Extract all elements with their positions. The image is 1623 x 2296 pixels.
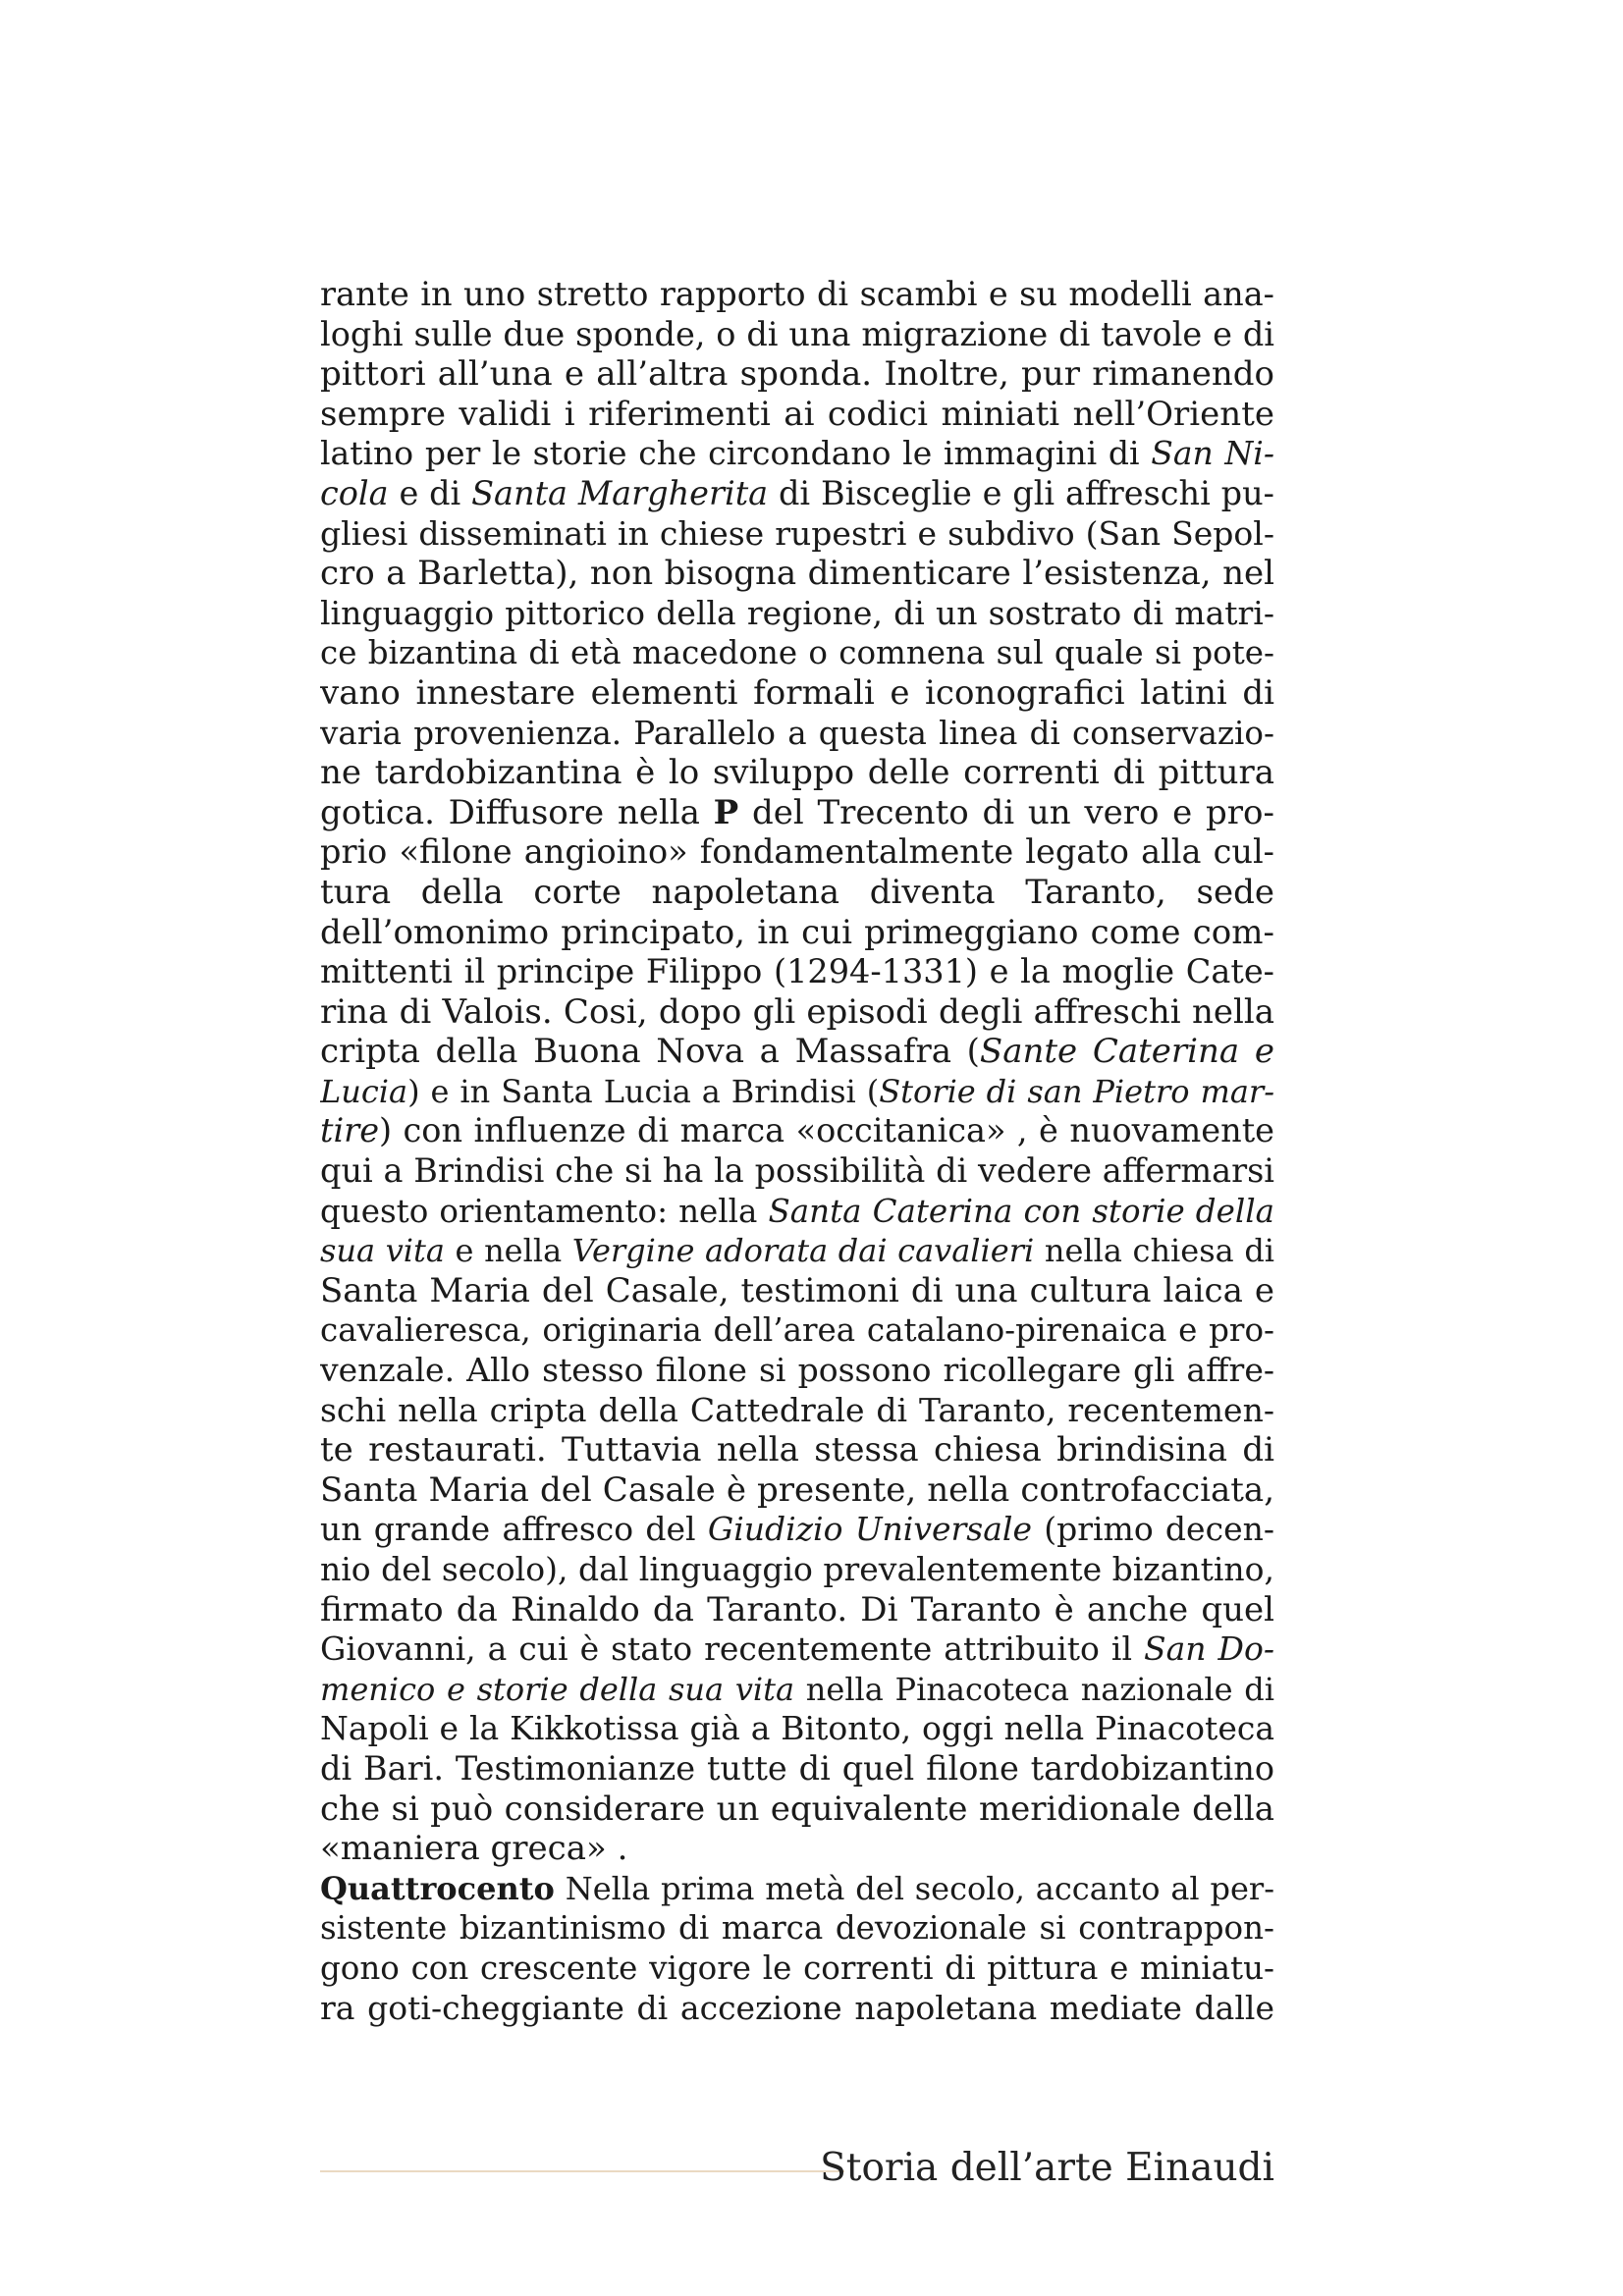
text-line <box>320 1789 1274 1830</box>
text-span: Santa Maria del Casale, testimoni di una cultura laica e <box>320 1270 1274 1310</box>
text-line <box>320 1151 1274 1192</box>
text-span: e di <box>388 473 472 512</box>
text-span: cavalieresca, originaria dell’area catalano-pirenaica e pro- <box>320 1311 1274 1350</box>
text-span: vano innestare elementi formali e iconografici latini di <box>320 672 1274 713</box>
text-span: latino per le storie che circondano le immagini di <box>320 434 1152 473</box>
text-span: prio «filone angioino» fondamentalmente legato alla cul- <box>320 832 1274 872</box>
italic-span: Lucia <box>320 1072 408 1110</box>
text-line <box>320 554 1274 594</box>
text-span: (primo decen- <box>1031 1510 1274 1549</box>
text-line <box>320 1590 1274 1630</box>
italic-span: Vergine adorata dai cavalieri <box>571 1232 1035 1270</box>
text-line <box>320 1749 1274 1789</box>
text-line <box>320 474 1274 514</box>
text-line <box>320 1829 1274 1869</box>
text-line <box>320 1709 1274 1749</box>
text-line <box>320 1310 1274 1351</box>
text-span: Santa Maria del Casale è presente, nella controfacciata, <box>320 1469 1274 1510</box>
text-line <box>320 1351 1274 1391</box>
text-line <box>320 1470 1274 1511</box>
text-span: nella chiesa di <box>1034 1232 1274 1270</box>
text-line <box>320 1908 1274 1949</box>
text-line <box>320 913 1274 953</box>
text-span: che si può considerare un equivalente meridionale della <box>320 1789 1274 1829</box>
text-line <box>320 952 1274 992</box>
text-span: varia provenienza. Parallelo a questa linea di conservazio- <box>320 714 1274 752</box>
text-span: di Bari. Testimonianze tutte di quel filone tardobizantino <box>320 1748 1274 1788</box>
text-span: nella Pinacoteca nazionale di <box>794 1670 1274 1708</box>
page-footer <box>320 2142 1274 2195</box>
text-line <box>320 793 1274 833</box>
text-span: di Bisceglie e gli affreschi pu- <box>768 473 1274 512</box>
italic-span: San Ni- <box>1151 434 1274 473</box>
italic-span: sua vita <box>320 1232 445 1270</box>
text-span: ra goti-cheggiante di accezione napoletana mediate dalle <box>320 1988 1274 2027</box>
text-span: linguaggio pittorico della regione, di un sostrato di matri- <box>320 593 1274 632</box>
footer-rule <box>320 2170 844 2172</box>
text-line <box>320 1111 1274 1151</box>
text-span: ne tardobizantina è lo sviluppo delle correnti di pittura <box>320 753 1274 793</box>
italic-span: Santa Caterina con storie della <box>768 1192 1274 1230</box>
text-line <box>320 1670 1274 1710</box>
footer-title: Storia dell’arte Einaudi <box>820 2146 1274 2190</box>
text-line <box>320 1072 1274 1112</box>
text-span: te restaurati. Tuttavia nella stessa chiesa brindisina di <box>320 1430 1274 1470</box>
italic-span: menico e storie della sua vita <box>320 1670 795 1708</box>
italic-span: Sante Caterina e <box>979 1032 1274 1072</box>
text-line <box>320 1510 1274 1550</box>
text-span: mittenti il principe Filippo (1294-1331) e la moglie Cate- <box>320 952 1274 991</box>
text-span: ) con influenze di marca «occitanica» , è nuovamente <box>379 1111 1274 1150</box>
text-line <box>320 1869 1274 1909</box>
text-span: gotica. Diffusore nella <box>320 792 714 832</box>
italic-span: Storie di san Pietro mar- <box>879 1072 1274 1110</box>
italic-span: Santa Margherita <box>471 473 769 512</box>
text-span: «maniera greca» . <box>320 1829 628 1869</box>
text-span: tura della corte napoletana diventa Taranto, sede <box>320 872 1274 912</box>
text-line <box>320 1032 1274 1072</box>
text-span: Napoli e la Kikkotissa già a Bitonto, oggi nella Pinacoteca <box>320 1709 1274 1748</box>
text-line <box>320 673 1274 714</box>
text-line <box>320 832 1274 873</box>
text-span: dell’omonimo principato, in cui primeggiano come com- <box>320 912 1274 952</box>
text-span: venzale. Allo stesso filone si possono ricollegare gli affre- <box>320 1351 1274 1390</box>
text-line <box>320 992 1274 1033</box>
text-line <box>320 1231 1274 1271</box>
text-line <box>320 1271 1274 1311</box>
text-span: ) e in Santa Lucia a Brindisi ( <box>407 1072 880 1110</box>
text-line <box>320 315 1274 355</box>
italic-span: Giudizio Universale <box>707 1510 1032 1549</box>
text-span: sempre validi i riferimenti ai codici miniati nell’Oriente <box>320 394 1274 434</box>
text-line <box>320 434 1274 474</box>
text-span: schi nella cripta della Cattedrale di Taranto, recentemen- <box>320 1390 1274 1429</box>
text-line <box>320 1391 1274 1431</box>
text-span: gono con crescente vigore le correnti di pittura e miniatu- <box>320 1949 1274 1987</box>
text-span: rina di Valois. Cosi, dopo gli episodi degli affreschi nella <box>320 991 1274 1032</box>
text-line <box>320 1192 1274 1232</box>
text-line <box>320 1989 1274 2029</box>
text-span: rante in uno stretto rapporto di scambi e su modelli ana- <box>320 275 1274 313</box>
text-span: sistente bizantinismo di marca devozionale si contrappon- <box>320 1909 1274 1948</box>
text-line <box>320 275 1274 315</box>
bold-span: P <box>713 792 739 832</box>
text-line <box>320 633 1274 673</box>
text-span: ce bizantina di età macedone o comnena sul quale si pote- <box>320 634 1274 672</box>
bold-span: Quattrocento <box>320 1869 555 1907</box>
text-line <box>320 1550 1274 1590</box>
text-span: cripta della Buona Nova a Massafra ( <box>320 1032 980 1072</box>
text-span: firmato da Rinaldo da Taranto. Di Taranto è anche quel <box>320 1589 1274 1629</box>
text-line <box>320 753 1274 793</box>
text-line <box>320 873 1274 913</box>
text-line <box>320 1430 1274 1470</box>
text-span: cro a Barletta), non bisogna dimenticare l’esistenza, nel <box>320 554 1274 594</box>
text-span: loghi sulle due sponde, o di una migrazione di tavole e di <box>320 314 1274 353</box>
italic-span: tire <box>320 1111 380 1150</box>
text-span: un grande affresco del <box>320 1510 708 1549</box>
body-text <box>320 275 1274 2028</box>
text-span: qui a Brindisi che si ha la possibilità di vedere affermarsi <box>320 1151 1274 1191</box>
text-span: Nella prima metà del secolo, accanto al per- <box>554 1869 1274 1907</box>
text-span: Giovanni, a cui è stato recentemente attribuito il <box>320 1629 1144 1669</box>
text-span: gliesi disseminati in chiese rupestri e subdivo (San Sepol- <box>320 513 1274 553</box>
text-span: del Trecento di un vero e pro- <box>738 792 1274 832</box>
text-line <box>320 1629 1274 1670</box>
text-line <box>320 354 1274 395</box>
text-span: questo orientamento: nella <box>320 1192 769 1230</box>
text-line <box>320 395 1274 435</box>
italic-span: San Do- <box>1143 1629 1274 1669</box>
text-line <box>320 714 1274 754</box>
text-line <box>320 514 1274 555</box>
text-span: pittori all’una e all’altra sponda. Inoltre, pur rimanendo <box>320 354 1274 395</box>
text-span: e nella <box>444 1232 572 1270</box>
text-span: nio del secolo), dal linguaggio prevalentemente bizantino, <box>320 1550 1274 1588</box>
italic-span: cola <box>320 473 389 512</box>
text-line <box>320 1949 1274 1989</box>
text-line <box>320 594 1274 634</box>
